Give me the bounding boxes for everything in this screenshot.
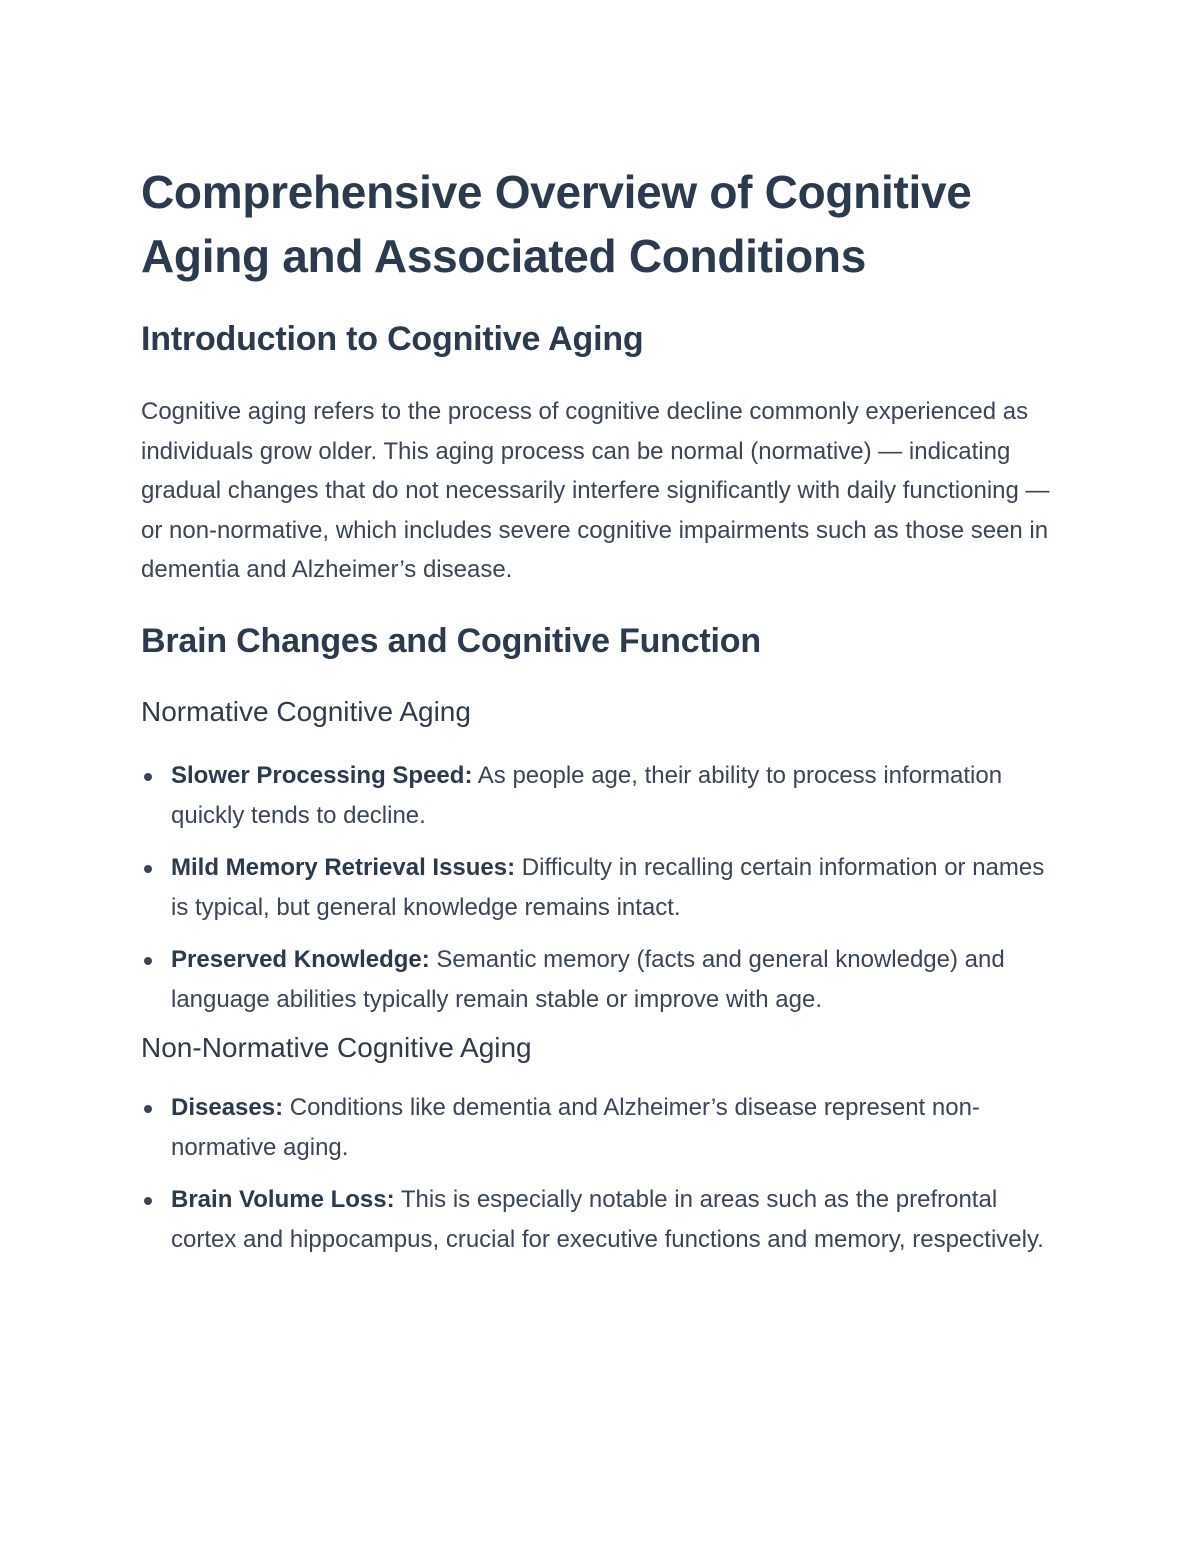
list-item-text: Conditions like dementia and Alzheimer’s disease represent non-normative aging. (171, 1093, 980, 1161)
list-item-term: Brain Volume Loss: (171, 1185, 395, 1213)
list-item-text: Semantic memory (facts and general knowledge) and language abilities typically remain stable or improve with age. (171, 945, 1005, 1013)
list-item-text: This is especially notable in areas such as the prefrontal cortex and hippocampus, crucial for executive functions and memory, respectively. (171, 1185, 1044, 1253)
list-item (141, 1180, 1061, 1260)
list-item-term: Mild Memory Retrieval Issues: (171, 853, 516, 881)
intro-paragraph: Cognitive aging refers to the process of cognitive decline commonly experienced as individuals grow older. This aging process can be normal (normative) — indicating gradual changes that do not necessarily interfere significantly with daily functioning — or non-normative, which includes severe cognitive impairments such as those seen in dementia and Alzheimer’s disease. (141, 398, 1050, 583)
list-item-term: Diseases: (171, 1093, 284, 1121)
document-title: Comprehensive Overview of Cognitive Aging and Associated Conditions (141, 166, 972, 282)
normative-list (141, 756, 1061, 1020)
subsection-heading-normative: Normative Cognitive Aging (141, 695, 471, 727)
list-item-term: Slower Processing Speed: (171, 761, 473, 789)
section-heading-brain-changes: Brain Changes and Cognitive Function (141, 621, 761, 660)
list-item (141, 940, 1061, 1020)
list-item-text: Difficulty in recalling certain information or names is typical, but general knowledge remains intact. (171, 853, 1045, 921)
list-item (141, 1088, 1061, 1168)
list-item-text: As people age, their ability to process information quickly tends to decline. (171, 761, 1003, 829)
list-item (141, 756, 1061, 836)
list-item-term: Preserved Knowledge: (171, 945, 430, 973)
subsection-heading-non-normative: Non-Normative Cognitive Aging (141, 1031, 532, 1063)
list-item (141, 848, 1061, 928)
section-heading-introduction: Introduction to Cognitive Aging (141, 320, 644, 358)
non-normative-list (141, 1088, 1061, 1260)
document-page (141, 160, 1061, 1260)
